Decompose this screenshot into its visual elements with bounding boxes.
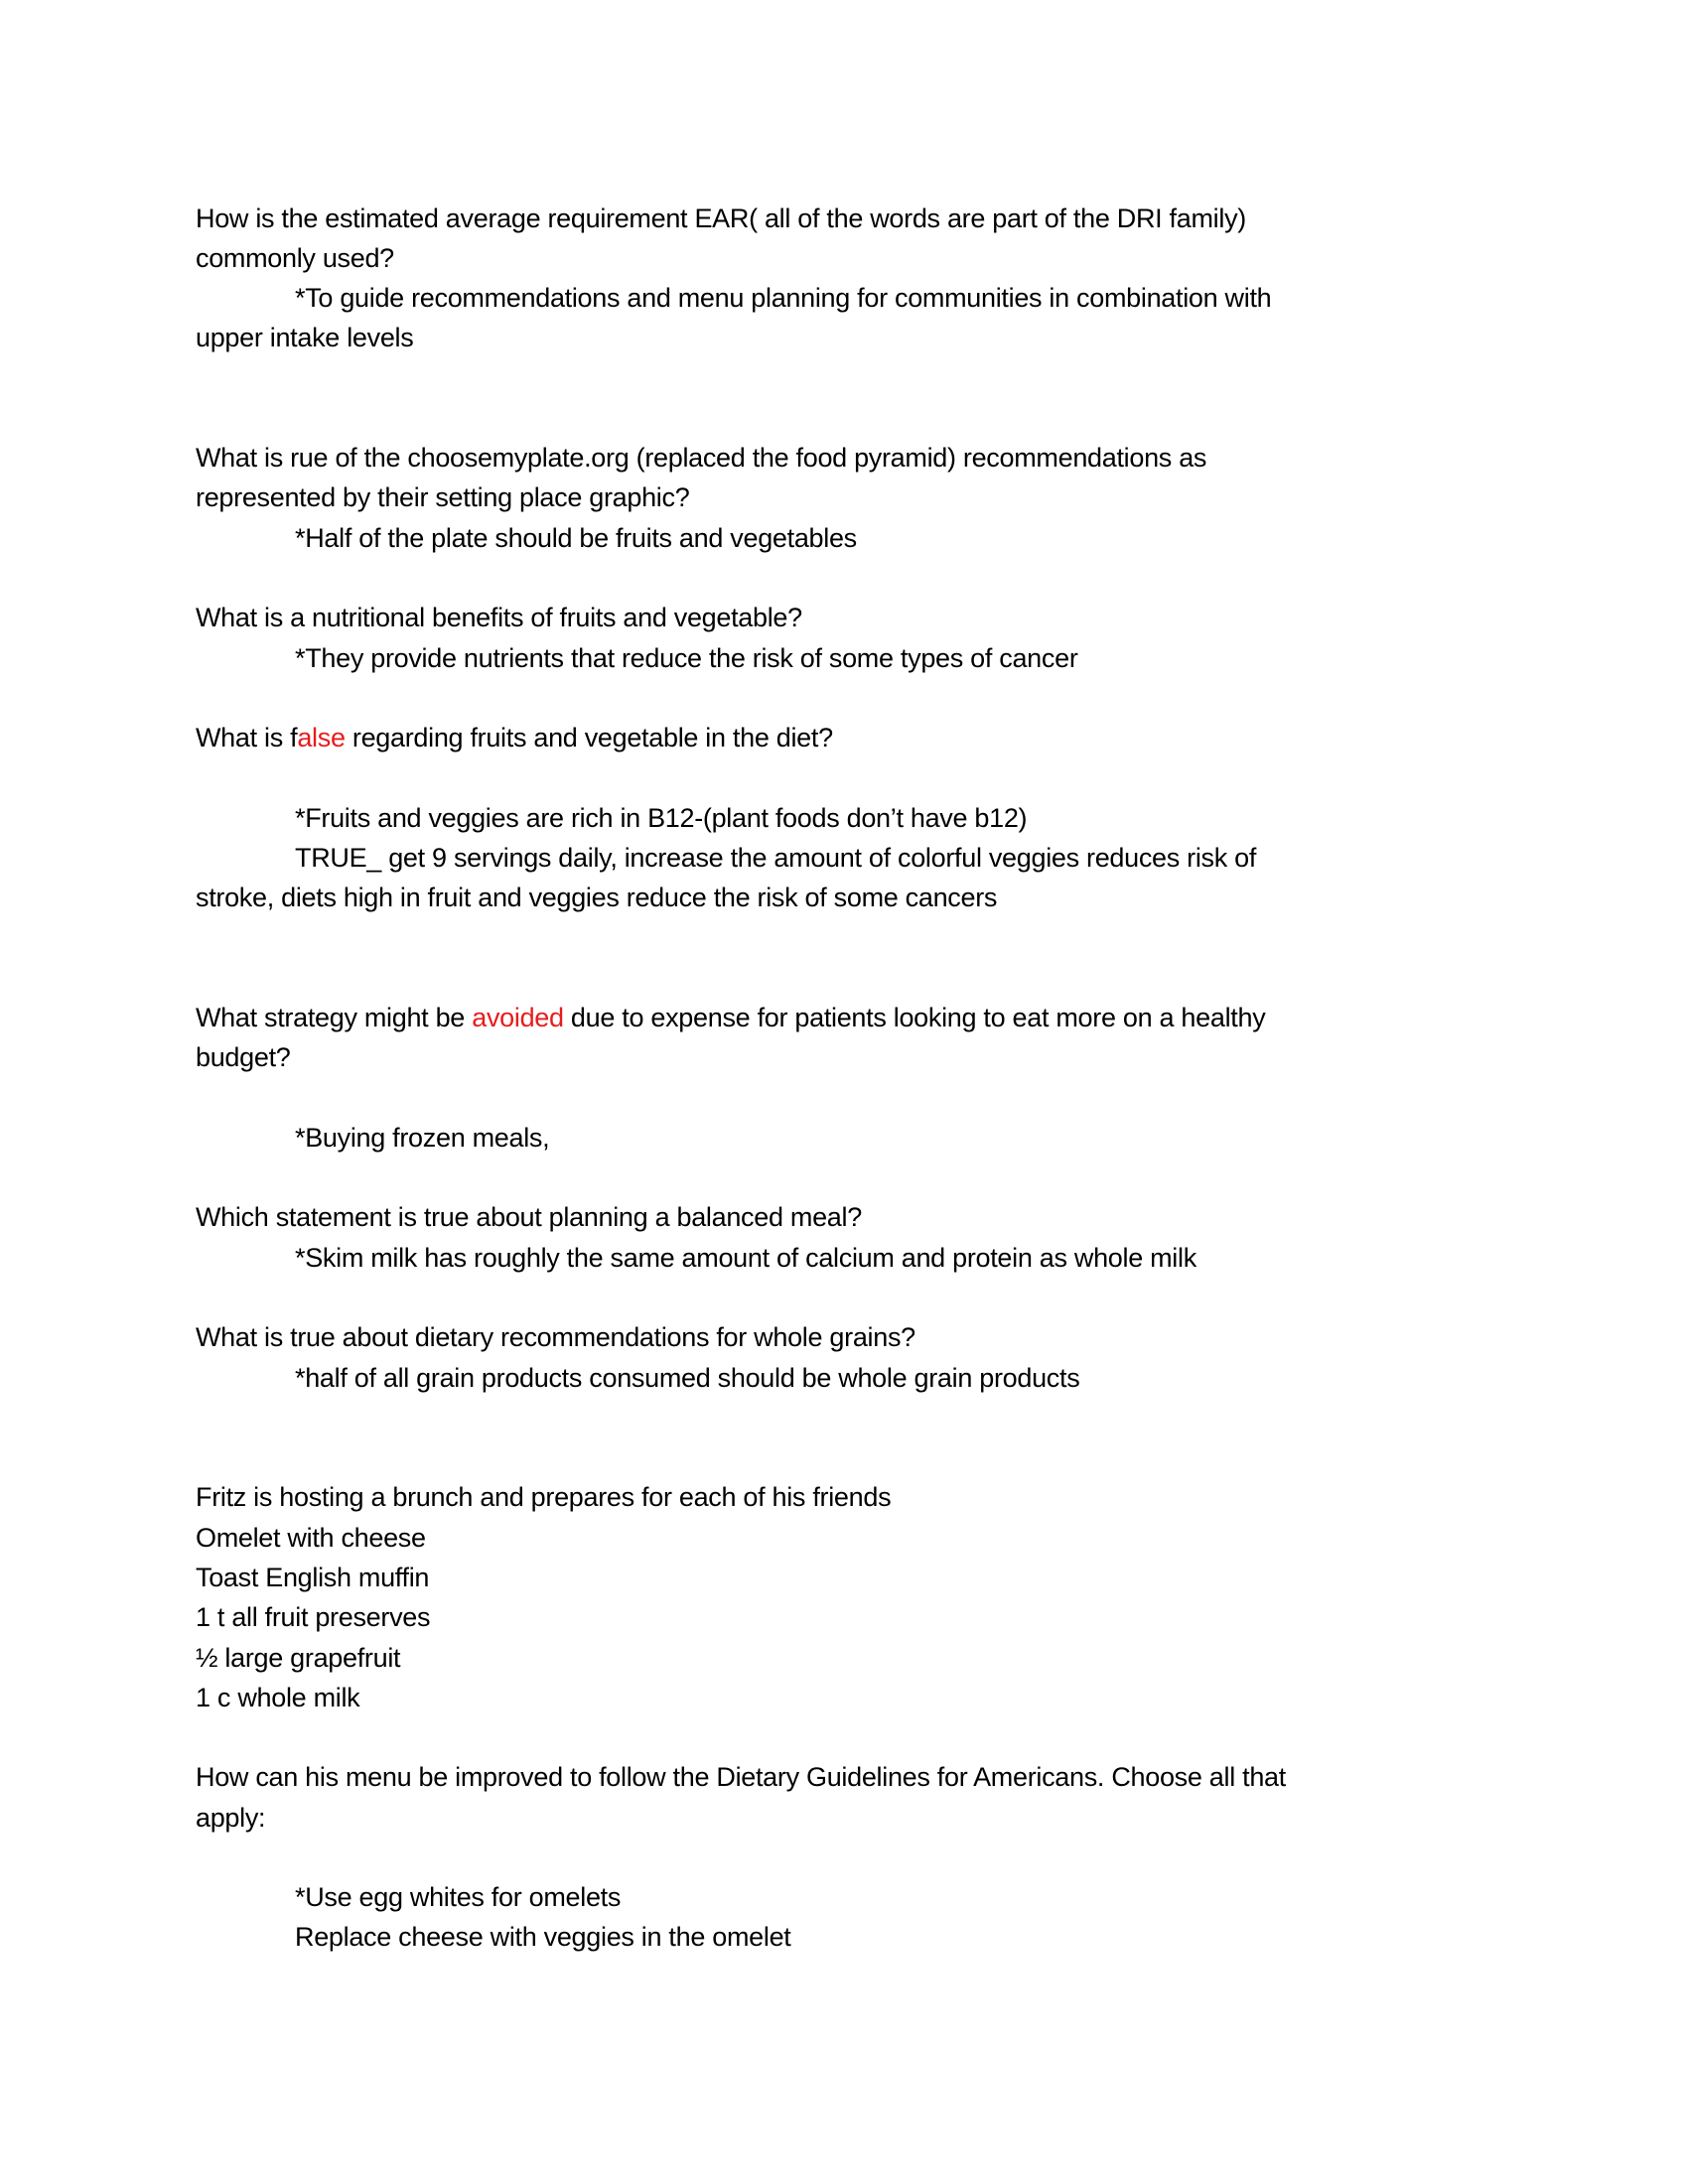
answer-3: *They provide nutrients that reduce the risk of some types of cancer	[295, 643, 1078, 673]
question-2: What is rue of the choosemyplate.org (replaced the food pyramid) recommendations as	[196, 443, 1207, 473]
question-2-cont: represented by their setting place graphic?	[196, 482, 690, 512]
highlight-avoided: avoided	[472, 1003, 564, 1032]
question-6: Which statement is true about planning a balanced meal?	[196, 1202, 862, 1232]
question-4-text: What is f	[196, 723, 298, 752]
menu-item: Toast English muffin	[196, 1563, 430, 1592]
answer-5: *Buying frozen meals,	[295, 1123, 550, 1153]
answer-2: *Half of the plate should be fruits and vegetables	[295, 523, 857, 553]
answer-8-second: Replace cheese with veggies in the omelet	[295, 1922, 791, 1952]
menu-item: 1 t all fruit preserves	[196, 1602, 431, 1632]
question-4	[196, 718, 833, 757]
question-5-cont: budget?	[196, 1042, 291, 1072]
answer-1: *To guide recommendations and menu planning for communities in combination with	[295, 283, 1272, 313]
question-5	[196, 998, 1265, 1037]
question-1-cont: commonly used?	[196, 243, 394, 273]
highlight-false: alse	[297, 723, 346, 752]
answer-8: *Use egg whites for omelets	[295, 1882, 622, 1912]
question-3: What is a nutritional benefits of fruits and vegetable?	[196, 603, 802, 632]
note-4: TRUE_ get 9 servings daily, increase the amount of colorful veggies reduces risk of	[295, 843, 1257, 873]
scenario-intro: Fritz is hosting a brunch and prepares for each of his friends	[196, 1482, 892, 1512]
menu-item: ½ large grapefruit	[196, 1643, 401, 1673]
answer-6: *Skim milk has roughly the same amount of calcium and protein as whole milk	[295, 1243, 1196, 1273]
question-5-text: What strategy might be	[196, 1003, 473, 1032]
note-4-cont: stroke, diets high in fruit and veggies reduce the risk of some cancers	[196, 883, 998, 912]
question-8-cont: apply:	[196, 1803, 266, 1833]
question-1: How is the estimated average requirement EAR( all of the words are part of the DRI family)	[196, 204, 1246, 233]
answer-7: *half of all grain products consumed should be whole grain products	[295, 1363, 1080, 1393]
answer-1-cont: upper intake levels	[196, 323, 414, 352]
question-4-text-end: regarding fruits and vegetable in the diet?	[345, 723, 833, 752]
menu-item: 1 c whole milk	[196, 1683, 360, 1712]
question-5-text-end: due to expense for patients looking to eat more on a healthy	[563, 1003, 1266, 1032]
menu-item: Omelet with cheese	[196, 1523, 426, 1553]
question-7: What is true about dietary recommendations for whole grains?	[196, 1322, 915, 1352]
answer-4: *Fruits and veggies are rich in B12-(plant foods don’t have b12)	[295, 803, 1028, 833]
question-8: How can his menu be improved to follow the Dietary Guidelines for Americans. Choose all that	[196, 1762, 1286, 1792]
